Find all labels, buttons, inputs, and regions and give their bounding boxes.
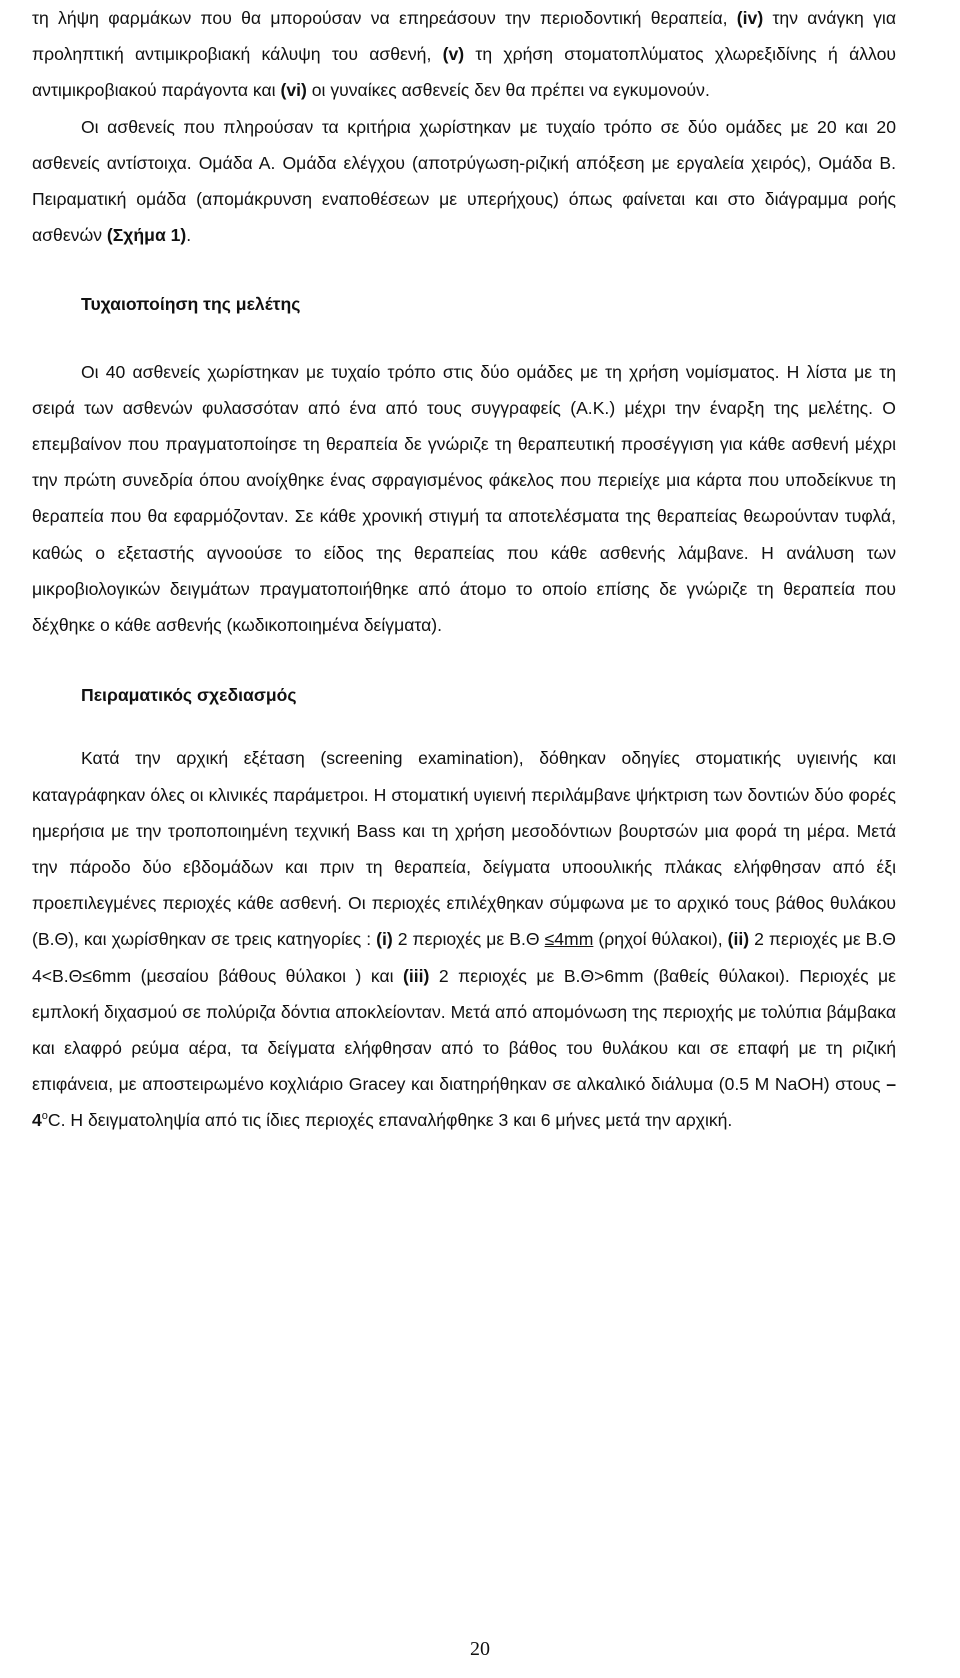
text-span: 2 περιοχές με Β.Θ — [392, 929, 545, 950]
degree-mark: o — [41, 1109, 48, 1122]
heading-randomization: Τυχαιοποίηση της μελέτης — [81, 294, 301, 315]
enum-marker-vi: (vi) — [280, 80, 307, 101]
figure-reference: (Σχήμα 1) — [106, 225, 187, 246]
paragraph-experimental-design — [32, 740, 896, 1138]
text-span: (ρηχοί θύλακοι), — [593, 929, 728, 950]
temperature-value: –4 — [32, 1074, 896, 1131]
spacer — [32, 643, 896, 677]
enum-marker-ii: (ii) — [727, 929, 750, 950]
text-span: 2 περιοχές με Β.Θ 4<Β.Θ≤6mm (μεσαίου βάθους θύλακοι ) και — [32, 929, 896, 986]
text-span: C. Η δειγματοληψία από τις ίδιες περιοχές επαναλήφθηκε 3 και 6 μήνες μετά την αρχική. — [47, 1110, 733, 1131]
enum-marker-v: (v) — [442, 44, 465, 65]
text-span: τη χρήση στοματοπλύματος χλωρεξιδίνης ή άλλου αντιμικροβιακού παράγοντα και — [32, 44, 896, 101]
paragraph-randomization: Οι 40 ασθενείς χωρίστηκαν με τυχαίο τρόπο στις δύο ομάδες με τη χρήση νομίσματος. Η λίστα με τη σειρά των ασθενών φυλασσόταν από ένα από τους συγγραφείς (Α.Κ.) μέχρι την έναρξη της μελέτης. Ο επεμβαίνον που πραγματοποίησε τη θεραπεία δε γνώριζε τη θεραπευτική προσέγγιση για κάθε ασθενή μέχρι την πρώτη συνεδρία όπου ανοίχθηκε ένας σφραγισμένος φάκελος που περιείχε μια κάρτα που υποδείκνυε τη θεραπεία που θα εφαρμόζονταν. Σε κάθε χρονική στιγμή τα αποτελέσματα της θεραπείας θεωρούνταν τυφλά, καθώς ο εξεταστής αγνοούσε το είδος της θεραπείας που κάθε ασθενής λάμβανε. Η ανάλυση των μικροβιολογικών δειγμάτων πραγματοποιήθηκε από άτομο το οποίο επίσης δε γνώριζε τη θεραπεία που δέχθηκε ο κάθε ασθενής (κωδικοποιημένα δείγματα). — [32, 361, 896, 636]
text-span: τη λήψη φαρμάκων που θα μπορούσαν να επηρεάσουν την περιοδοντική θεραπεία, — [32, 8, 737, 28]
text-span: Οι ασθενείς που πληρούσαν τα κριτήρια χωρίστηκαν με τυχαίο τρόπο σε δύο ομάδες με 20 και 20 ασθενείς αντίστοιχα. Ομάδα Α. Ομάδα ελέγχου (αποτρύγωση-ριζική απόξεση με εργαλεία χειρός), Ομάδα Β. Πειραματική ομάδα (απομάκρυνση εναποθέσεων με υπερήχους) όπως φαίνεται και στο διάγραμμα ροής ασθενών — [32, 116, 896, 246]
spacer — [32, 323, 896, 354]
document-page — [32, 0, 896, 1139]
page-number: 20 — [470, 1638, 490, 1660]
text-span: . — [186, 225, 192, 246]
text-span: Κατά την αρχική εξέταση (screening examination), δόθηκαν οδηγίες στοματικής υγιεινής και καταγράφηκαν όλες οι κλινικές παράμετροι. Η στοματική υγιεινή περιλάμβανε ψήκτριση των δοντιών δύο φορές ημερήσια με την τροποποιημένη τεχνική Bass και τη χρήση μεσοδόντιων βουρτσών μια φορά τη μέρα. Μετά την πάροδο δύο εβδομάδων και πριν τη θεραπεία, δείγματα υποουλικής πλάκας ελήφθησαν από έξι προεπιλεγμένες περιοχές κάθε ασθενή. Οι περιοχές επιλέχθηκαν σύμφωνα με το αρχικό τους βάθος θυλάκου (Β.Θ), και χωρίσθηκαν σε τρεις κατηγορίες : — [32, 748, 896, 950]
enum-marker-iii: (iii) — [403, 965, 430, 986]
spacer — [32, 713, 896, 740]
spacer — [32, 253, 896, 286]
enum-marker-i: (i) — [376, 929, 393, 950]
paragraph-group-allocation — [32, 109, 896, 254]
depth-threshold: ≤4mm — [544, 929, 594, 950]
paragraph-inclusion-criteria — [32, 0, 896, 109]
enum-marker-iv: (iv) — [736, 8, 764, 28]
text-span: οι γυναίκες ασθενείς δεν θα πρέπει να εγκυμονούν. — [306, 80, 710, 101]
text-span: την ανάγκη για προληπτική αντιμικροβιακή κάλυψη του ασθενή, — [32, 8, 896, 65]
heading-experimental-design: Πειραματικός σχεδιασμός — [81, 685, 297, 706]
text-span: 2 περιοχές με Β.Θ>6mm (βαθείς θύλακοι). Περιοχές με εμπλοκή διχασμού σε πολύριζα δόντια αποκλείονταν. Μετά από απομόνωση της περιοχής με τολύπια βάμβακα και ελαφρό ρεύμα αέρα, τα δείγματα ελήφθησαν από το βάθος του θυλάκου και σε επαφή με τη ριζική επιφάνεια, με αποστειρωμένο κοχλιάριο Gracey και διατηρήθηκαν σε αλκαλικό διάλυμα (0.5 M NaOH) στους — [32, 965, 897, 1095]
